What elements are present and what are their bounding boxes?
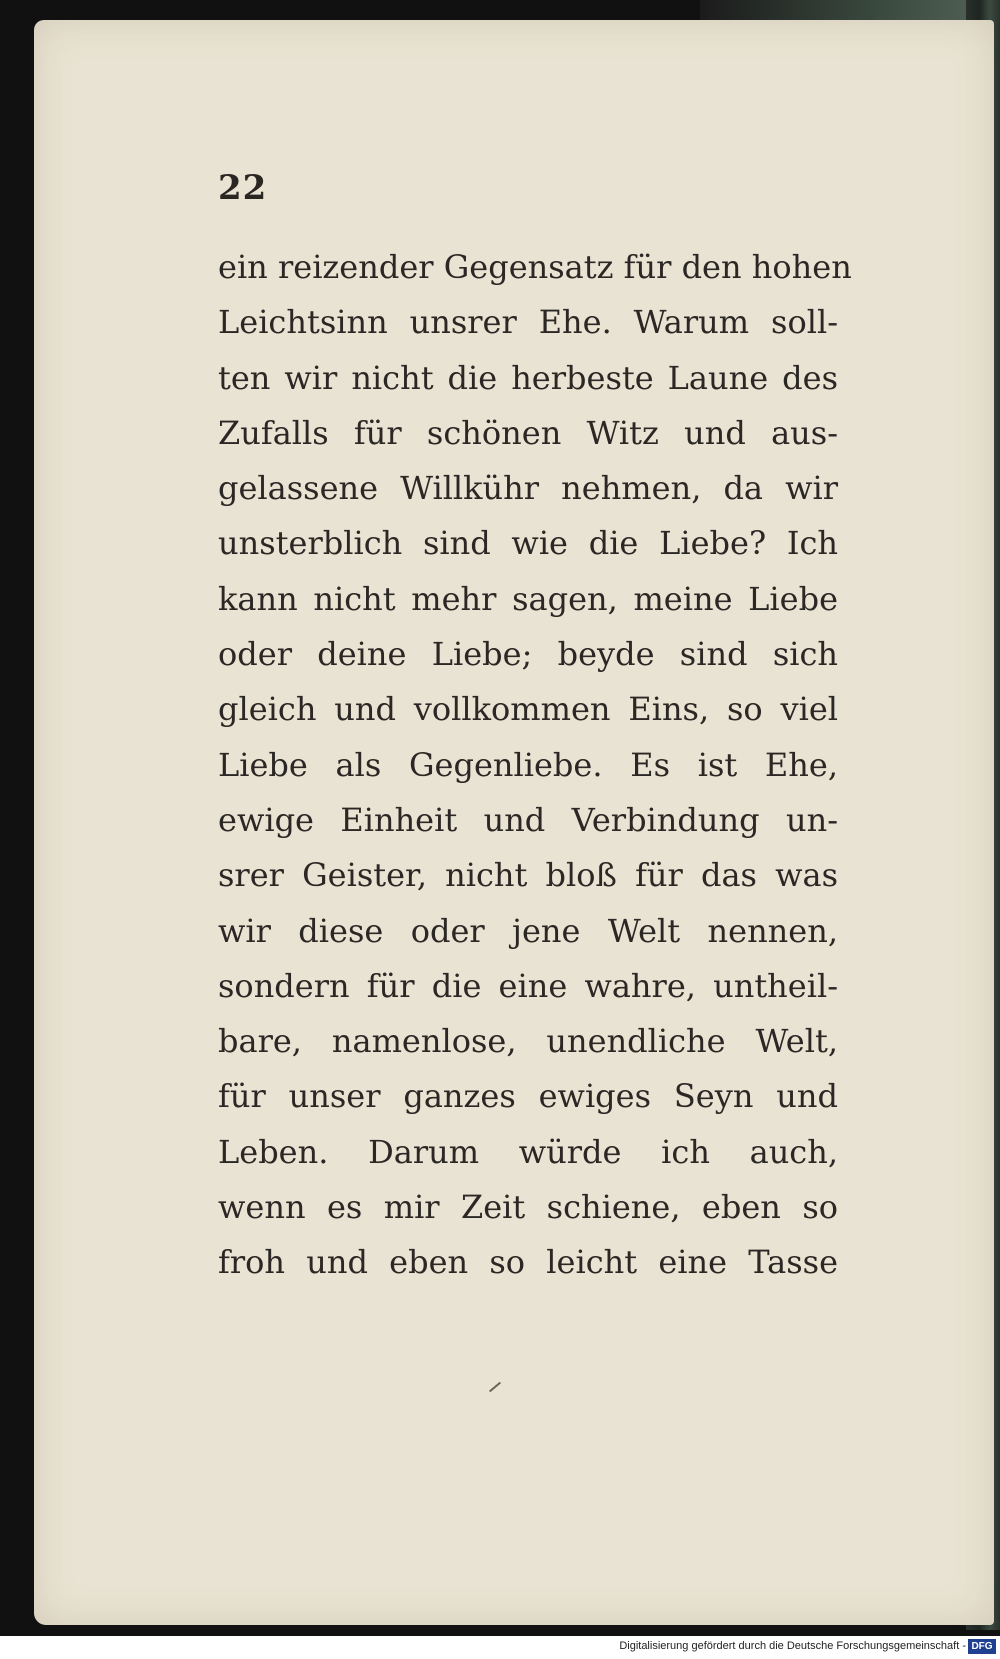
text-line: kann nicht mehr sagen, meine Liebe <box>218 579 838 618</box>
text-line: unsterblich sind wie die Liebe? Ich <box>218 524 838 563</box>
text-line: ewige Einheit und Verbindung un- <box>218 800 838 839</box>
text-line: sondern für die eine wahre, untheil- <box>218 966 838 1005</box>
text-line: bare, namenlose, unendliche Welt, <box>218 1022 838 1061</box>
text-line: Liebe als Gegenliebe. Es ist Ehe, <box>218 745 838 784</box>
text-line: wir diese oder jene Welt nennen, <box>218 911 838 950</box>
dfg-logo: DFG <box>968 1639 996 1654</box>
text-line: ten wir nicht die herbeste Laune des <box>218 358 838 397</box>
text-line: für unser ganzes ewiges Seyn und <box>218 1077 838 1116</box>
text-line: Leichtsinn unsrer Ehe. Warum soll- <box>218 303 838 342</box>
text-line: oder deine Liebe; beyde sind sich <box>218 635 838 674</box>
text-line: Leben. Darum würde ich auch, <box>218 1132 838 1171</box>
text-line: froh und eben so leicht eine Tasse <box>218 1243 838 1282</box>
page-number: 22 <box>218 168 268 208</box>
body-text <box>218 240 852 1291</box>
text-line: Zufalls für schönen Witz und aus- <box>218 413 838 452</box>
text-line: gelassene Willkühr nehmen, da wir <box>218 469 838 508</box>
text-line: gleich und vollkommen Eins, so viel <box>218 690 838 729</box>
text-line: wenn es mir Zeit schiene, eben so <box>218 1188 838 1227</box>
text-line: srer Geister, nicht bloß für das was <box>218 856 838 895</box>
book-cover-top-edge <box>700 0 1000 22</box>
footer-credit: Digitalisierung gefördert durch die Deutsche Forschungsgemeinschaft - <box>619 1640 966 1652</box>
text-line: ein reizender Gegensatz für den hohen <box>218 248 852 286</box>
